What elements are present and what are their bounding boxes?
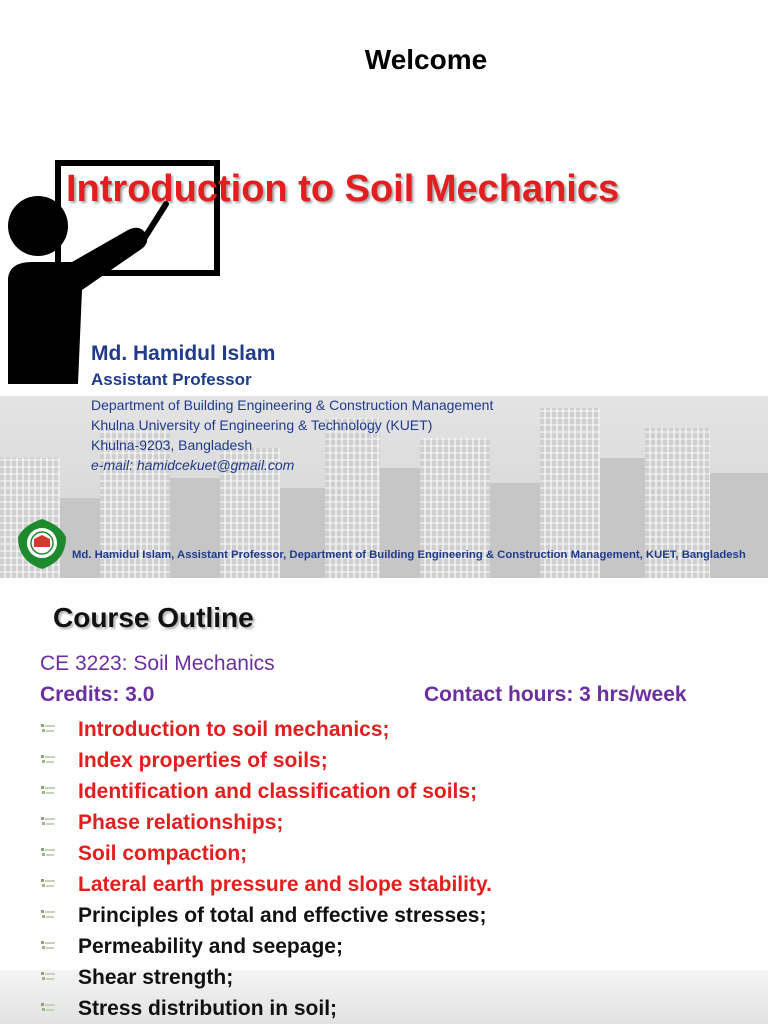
topic-text: Identification and classification of soils; xyxy=(78,779,478,803)
bullet-icon xyxy=(40,904,78,928)
list-item xyxy=(40,900,492,931)
topic-text: Introduction to soil mechanics; xyxy=(78,717,390,741)
contact-hours: Contact hours: 3 hrs/week xyxy=(424,683,687,706)
author-address: Khulna-9203, Bangladesh xyxy=(91,437,253,453)
bullet-icon xyxy=(40,780,78,804)
author-block xyxy=(91,342,493,475)
bullet-icon xyxy=(40,966,78,990)
list-item xyxy=(40,962,492,993)
topic-text: Shear strength; xyxy=(78,965,234,989)
author-department: Department of Building Engineering & Construction Management xyxy=(91,397,494,413)
bullet-icon xyxy=(40,811,78,835)
bullet-icon xyxy=(40,935,78,959)
topic-text: Index properties of soils; xyxy=(78,748,328,772)
topic-text: Soil compaction; xyxy=(78,841,248,865)
topic-list xyxy=(40,714,492,1024)
course-outline-heading: Course Outline xyxy=(53,602,254,633)
course-credits: Credits: 3.0 xyxy=(40,683,155,706)
slide-footer: Md. Hamidul Islam, Assistant Professor, Department of Building Engineering & Construction Management, KUET, Bangladesh xyxy=(72,549,746,561)
list-item xyxy=(40,993,492,1024)
kuet-logo-icon xyxy=(16,517,68,571)
welcome-heading: Welcome xyxy=(364,44,488,75)
list-item xyxy=(40,745,492,776)
list-item xyxy=(40,931,492,962)
topic-text: Stress distribution in soil; xyxy=(78,996,338,1020)
list-item xyxy=(40,807,492,838)
list-item xyxy=(40,776,492,807)
topic-text: Principles of total and effective stresses; xyxy=(78,903,487,927)
topic-text: Permeability and seepage; xyxy=(78,934,343,958)
bullet-icon xyxy=(40,842,78,866)
presentation-title: Introduction to Soil Mechanics xyxy=(66,168,620,210)
list-item xyxy=(40,714,492,745)
bullet-icon xyxy=(40,997,78,1021)
topic-text: Phase relationships; xyxy=(78,810,284,834)
list-item xyxy=(40,869,492,900)
course-code: CE 3223: Soil Mechanics xyxy=(40,652,275,675)
topic-text: Lateral earth pressure and slope stability. xyxy=(78,872,492,896)
list-item xyxy=(40,838,492,869)
course-outline-slide xyxy=(0,578,768,1024)
bullet-icon xyxy=(40,749,78,773)
author-email: e-mail: hamidcekuet@gmail.com xyxy=(91,457,295,473)
author-rank: Assistant Professor xyxy=(91,370,252,389)
bullet-icon xyxy=(40,718,78,742)
author-university: Khulna University of Engineering & Technology (KUET) xyxy=(91,417,433,433)
author-name: Md. Hamidul Islam xyxy=(91,342,276,365)
bullet-icon xyxy=(40,873,78,897)
